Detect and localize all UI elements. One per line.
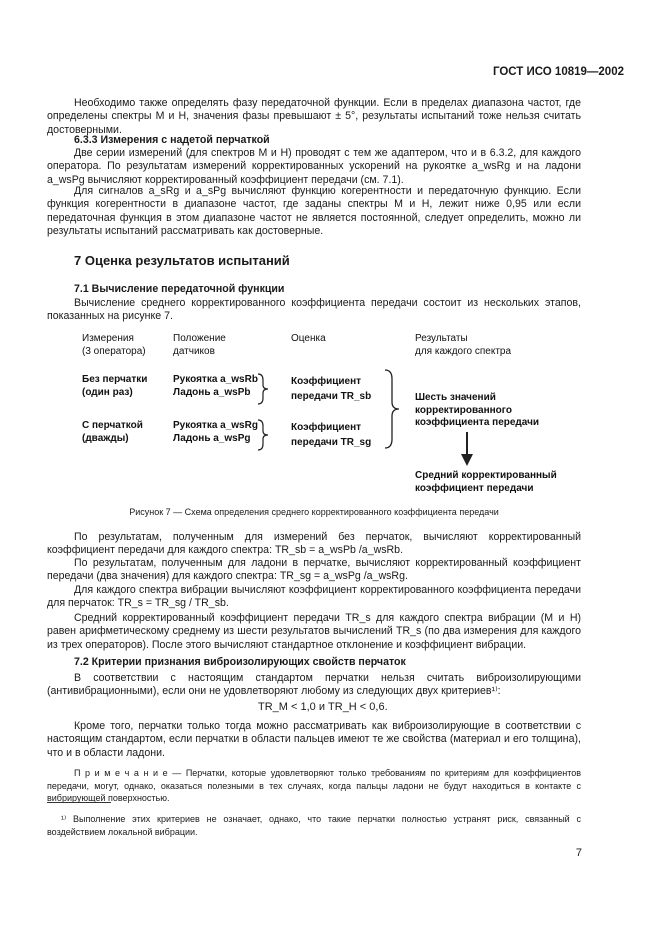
brace-row1-icon: [258, 374, 268, 404]
diagram-col3-header: Оценка: [291, 333, 326, 344]
section-7-2-title: 7.2 Критерии признания виброизолирующих свойств перчаток: [74, 656, 406, 668]
diagram-row2-label: С перчаткой (дважды): [82, 420, 143, 444]
footnote: ¹⁾ Выполнение этих критериев не означает, однако, что такие перчатки полностью устранят риск, связанный с воздействием локальной вибрации.: [47, 814, 581, 837]
document-header: ГОСТ ИСО 10819—2002: [492, 66, 624, 78]
arrow-down-icon: [461, 454, 473, 466]
diagram-col4-header: Результаты для каждого спектра: [415, 333, 512, 357]
paragraph-criteria: В соответствии с настоящим стандартом перчатки нельзя считать виброизолирующими (антивибрационными), если они не удовлетворяют любому из следующих двух критериев¹⁾:: [47, 672, 581, 698]
diagram-row1-sensors: Рукоятка a_wsRb Ладонь a_wsPb: [173, 374, 258, 398]
brace-row2-icon: [258, 420, 268, 450]
paragraph-coherence: Для сигналов a_sRg и a_sPg вычисляют функцию когерентности и передаточную функцию. Если функция когерентности в диапазоне частот, где заданы спектры M и H, лежит ниже 0,95 или если передаточная функция в этом диапазоне частот не является постоянной, следует определить, можно ли результаты испытаний рассматривать как достоверные.: [47, 185, 581, 238]
diagram-col2-header: Положение датчиков: [173, 333, 226, 357]
page-number: 7: [575, 847, 582, 859]
note: П р и м е ч а н и е — Перчатки, которые удовлетворяют только требованиям по критериям для коэффициентов передачи, могут, однако, оказаться полезными в тех случаях, когда пальцы ладони не будут находиться в контакте с вибрирующей поверхностью.: [47, 768, 581, 803]
paragraph-mean: Средний корректированный коэффициент передачи TR_s для каждого спектра вибрации (M и H) равен арифметическому среднему из шести результатов вычислений TR_s (по два измерения для каждого из трех операторов). После этого вычисляют стандартное отклонение и коэффициент вибрации.: [47, 612, 581, 651]
section-7-1-title: 7.1 Вычисление передаточной функции: [74, 283, 285, 295]
paragraph-no-glove: По результатам, полученным для измерений без перчаток, вычисляют корректированный коэффициент передачи для каждого спектра: TR_sb = a_wsPb /a_wsRb.: [47, 531, 581, 557]
paragraph-fingers: Кроме того, перчатки только тогда можно рассматривать как виброизолирующие в соответствии с настоящим стандартом, если перчатки в области пальцев имеют те же свойства (материал и его толщина), что и в области ладони.: [47, 720, 581, 759]
diagram-final-result: Средний корректированный коэффициент передачи: [415, 470, 557, 494]
paragraph-gloved-measurements: Две серии измерений (для спектров M и H) проводят с тем же адаптером, что и в 6.3.2, для каждого оператора. По результатам измерений корректированных ускорений на рукоятке a_wsRg и на ладони a_wsPg вычисляют корректированный коэффициент передачи (см. 7.1).: [47, 147, 581, 186]
paragraph-per-spectrum: Для каждого спектра вибрации вычисляют коэффициент корректированного коэффициента передачи для перчаток: TR_s = TR_sg / TR_sb.: [47, 584, 581, 610]
section-6-3-3-title: 6.3.3 Измерения с надетой перчаткой: [74, 134, 270, 146]
diagram-row1-estimate: Коэффициент передачи TR_sb: [291, 376, 372, 402]
paragraph-figure-intro: Вычисление среднего корректированного коэффициента передачи состоит из нескольких этапов, показанных на рисунке 7.: [47, 297, 581, 323]
diagram-row2-estimate: Коэффициент передачи TR_sg: [291, 422, 372, 448]
footnote-divider: [47, 802, 111, 803]
figure-caption: Рисунок 7 — Схема определения среднего корректированного коэффициента передачи: [129, 507, 499, 517]
criteria-formula: TR_M < 1,0 и TR_H < 0,6.: [258, 701, 388, 713]
paragraph-phase: Необходимо также определять фазу передаточной функции. Если в пределах диапазона частот, где определены спектры M и H, значения фазы превышают ± 5°, результаты испытаний тоже нельзя считать достоверными.: [47, 97, 581, 136]
paragraph-with-glove: По результатам, полученным для ладони в перчатке, вычисляют корректированный коэффициент передачи (два значения) для каждого спектра: TR_sg = a_wsPg /a_wsRg.: [47, 557, 581, 583]
diagram-row1-label: Без перчатки (один раз): [82, 374, 148, 398]
diagram-col1-header: Измерения (3 оператора): [82, 333, 146, 357]
section-7-title: 7 Оценка результатов испытаний: [74, 253, 290, 268]
diagram-results-box: Шесть значений корректированного коэффициента передачи: [415, 392, 540, 428]
brace-large-icon: [385, 370, 399, 448]
diagram-row2-sensors: Рукоятка a_wsRg Ладонь a_wsPg: [173, 420, 258, 444]
